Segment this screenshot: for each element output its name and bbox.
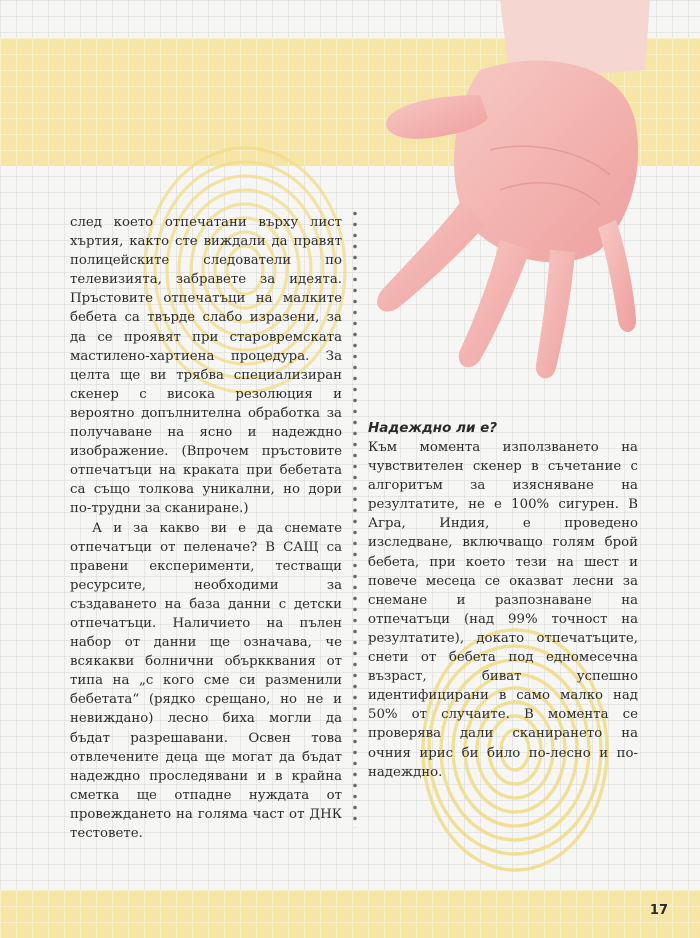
baby-hand-photo <box>360 0 700 390</box>
bottom-yellow-band <box>0 890 700 938</box>
left-text-column <box>70 213 342 843</box>
left-paragraph-2: А и за какво ви е да снемате отпечатъци от пеленаче? В САЩ са правени експерименти, тестващи ресурсите, необходими за създаването на база данни с детски отпечатъци. Наличието на пълен набор от данни ще означава, че всякакви болнични объркквания от типа на „с кого сме си разменили бебетата“ (рядко срещано, но не и невиждано) лесно биха могли да бъдат разрешавани. Освен това отвлечените деца ще могат да бъдат надеждно проследявани и в крайна сметка ще отпадне нуждата от провеждането на голяма част от ДНК тестовете. <box>70 520 342 841</box>
left-paragraph-1: след което отпечатани върху лист хъртия, както сте виждали да правят полицейските следователи по телевизията, забравете за идеята. Пръстовите отпечатъци на малките бебета са твърде слабо изразени, за да се проявят при старовремската мастилено-хартиена процедура. За целта ще ви трябва специализиран скенер с висока резолюция и вероятно допълнителна обработка за получаване на ясно и надеждно изображение. (Впрочем пръстовите отпечатъци на краката при бебетата са също толкова уникални, но дори по-трудни за сканиране.) <box>70 215 342 517</box>
column-divider-dots <box>352 208 358 828</box>
right-text-column <box>368 418 638 782</box>
right-paragraph: Към момента използването на чувствителен скенер в съчетание с алгоритъм за изясняване на резултатите, не е 100% сигурен. В Агра, Индия, е проведено изследване, включващо голям брой бебета, при което тези на шест и повече месеца се оказват лесни за снемане и разпознаване на отпечатъци (над 99% точност на резултатите), докато отпечатъците, снети от бебета под едномесечна възраст, биват успешно идентифицирани в само малко над 50% от случаите. В момента се проверява дали сканирането на очния ирис би било по-лесно и по-надеждно. <box>368 440 638 780</box>
page-number: 17 <box>649 903 668 918</box>
section-heading: Надеждно ли е? <box>368 420 498 436</box>
